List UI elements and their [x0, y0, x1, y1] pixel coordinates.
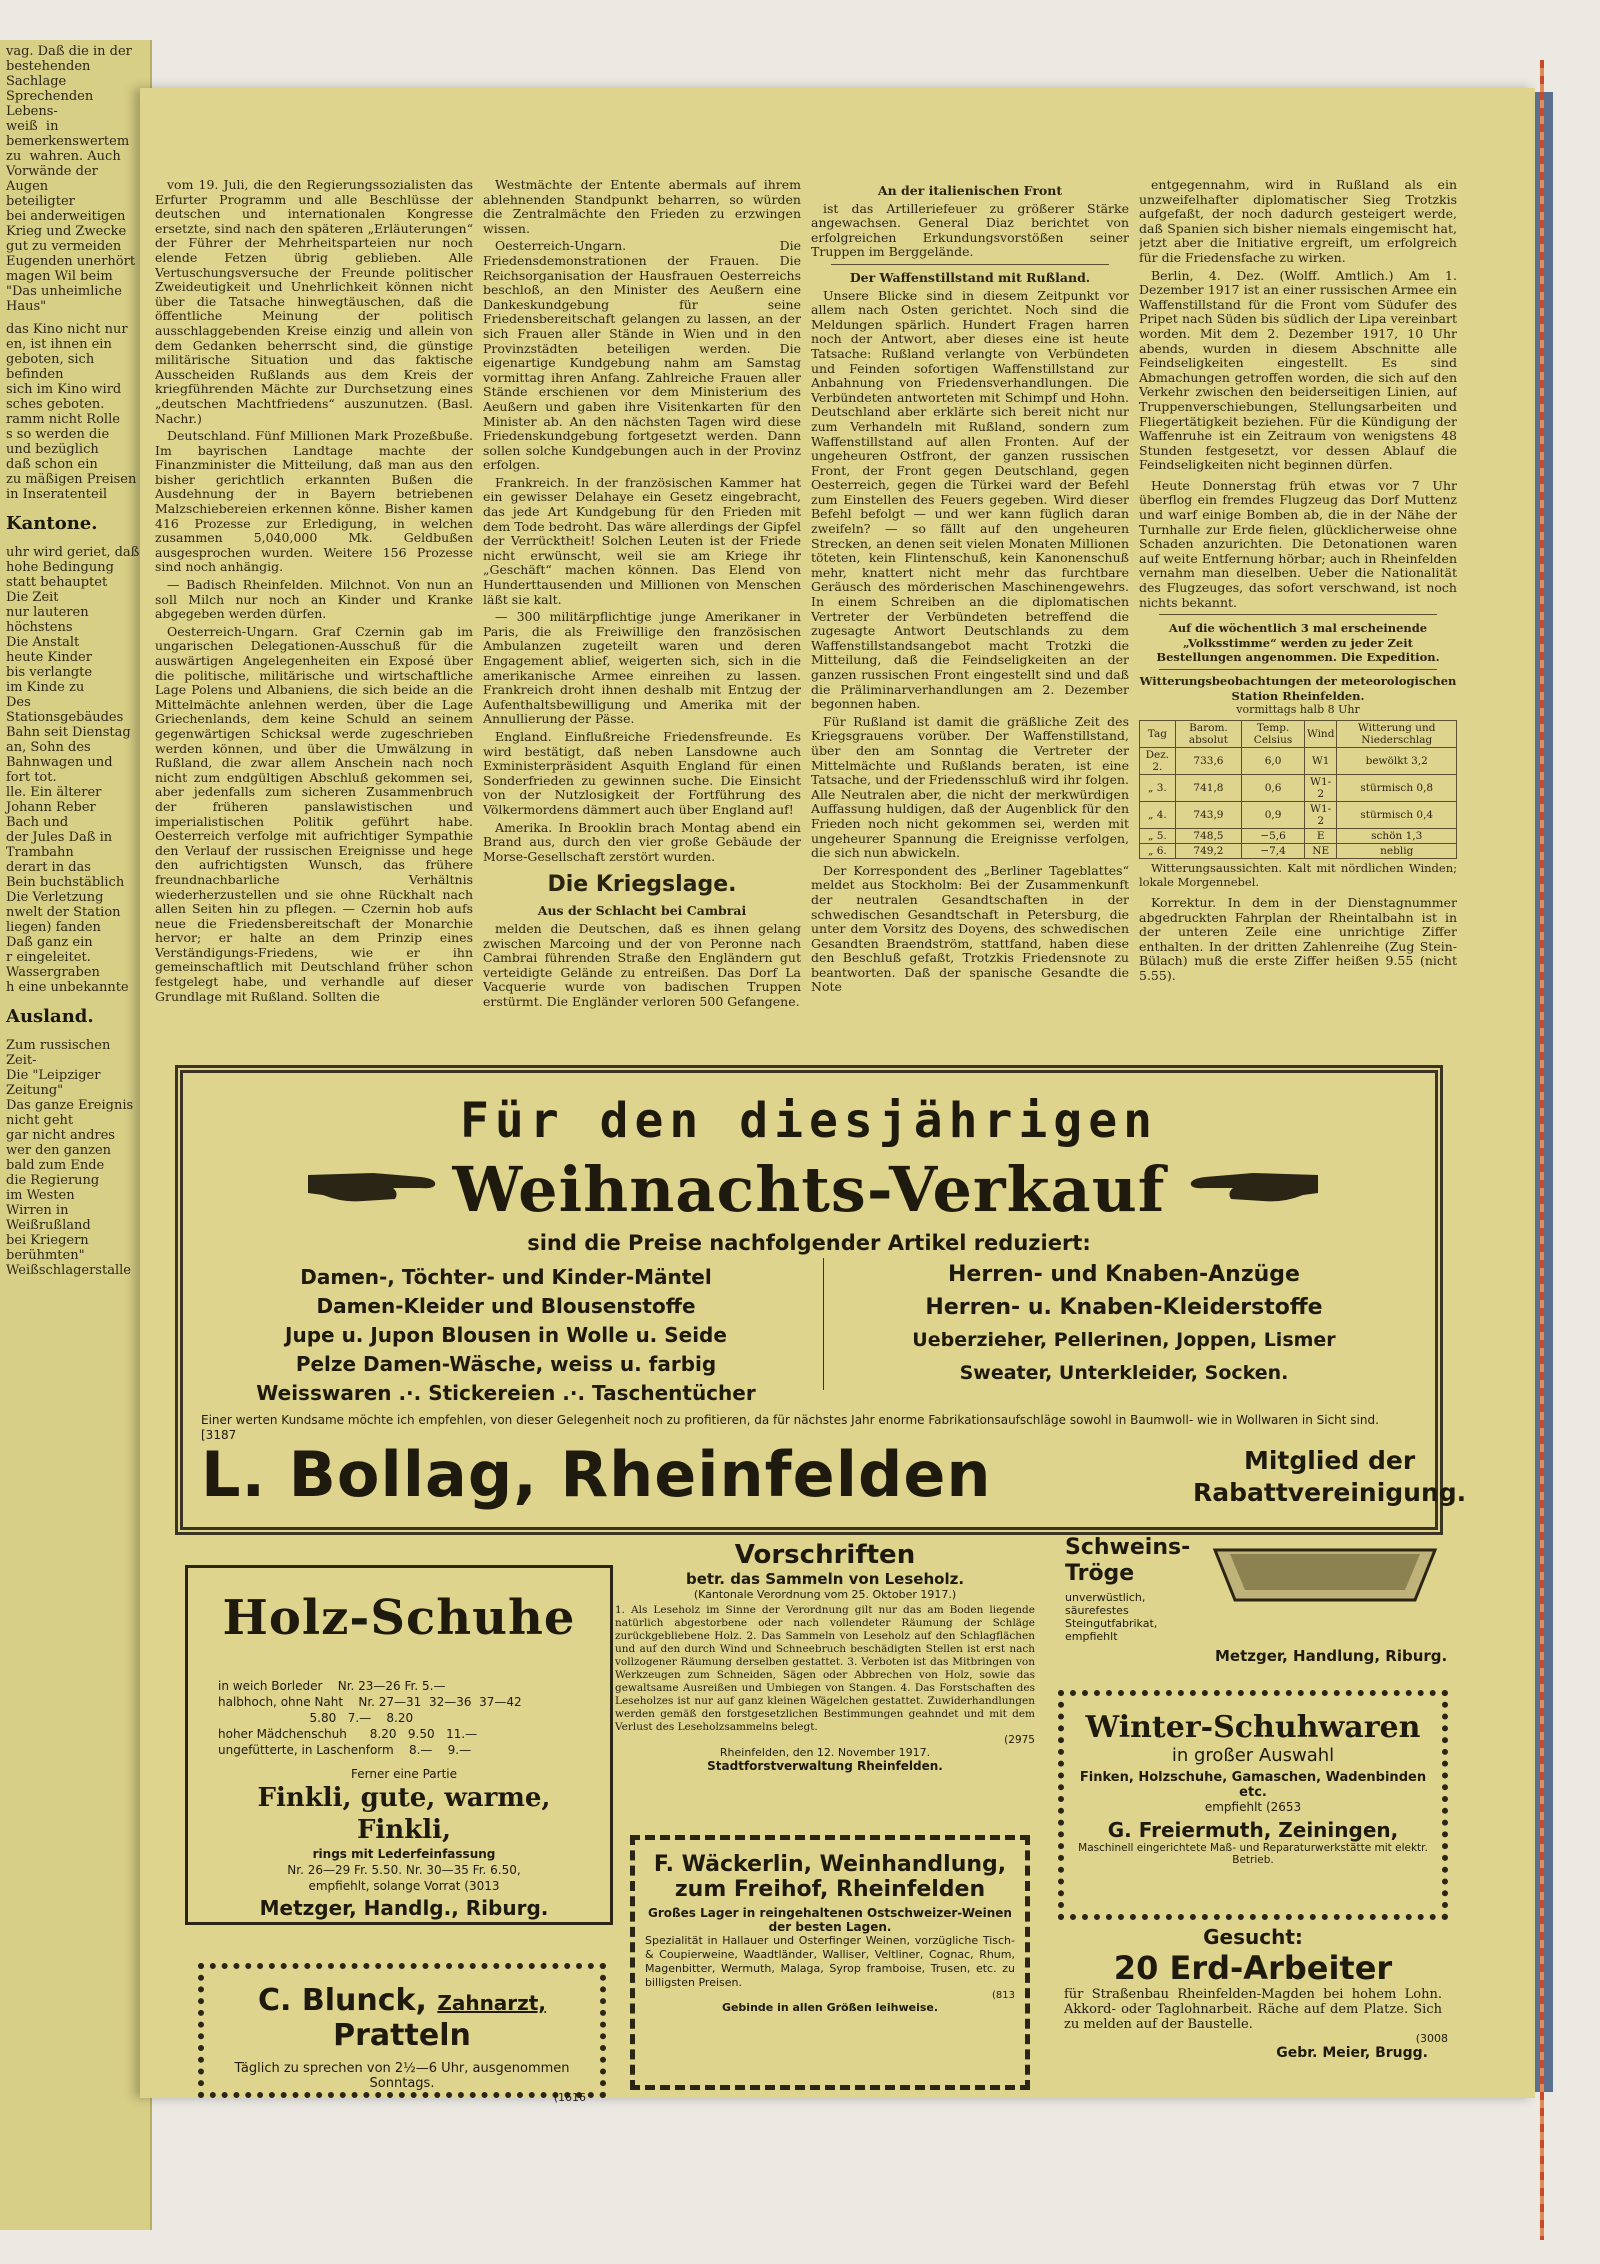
men-items	[823, 1258, 1424, 1390]
section-heading-ausland: Ausland.	[6, 1006, 94, 1027]
kriegslage-heading: Die Kriegslage.	[547, 872, 737, 898]
ad-headline: Für den diesjährigen	[460, 1093, 1158, 1149]
ad-main-title: Weihnachts-Verkauf	[452, 1153, 1166, 1226]
weather-subtitle: vormittags halb 8 Uhr	[1236, 703, 1360, 717]
weather-header-cell: Temp. Celsius	[1242, 720, 1305, 747]
wine-merchant-ad	[630, 1835, 1030, 2090]
pointing-hand-left-icon	[1183, 1155, 1323, 1210]
membership-line: Rabattvereinigung.	[1193, 1478, 1467, 1507]
col1-paragraph: Oesterreich-Ungarn. Graf Czernin gab im ungarischen Delegationen-Ausschuß für die auswärtigen Angelegenheiten ein Exposé über die politische, militärische und wirtschaftliche Lage Polens und Albaniens, die sich beide an die Mittelmächte anlehnen werden, über die Lage Griechenlands, dem keine Schuld an seinem gegenwärtigen Schicksal werde zugeschrieben werden können, und über die Umwälzung in Rußland, die zwar allem Anschein nach noch nicht zum endgültigen Abschluß gekommen sei, aber jedenfalls zum sicheren Zusammenbruch der früheren panslawistischen und imperialistischen Politik geführt habe. Oesterreich verfolge mit aufrichtiger Sympathie den Verlauf der russischen Ereignisse und hege den aufrichtigsten Wunsch, das frühere freundnachbarliche Verhältnis wiederherzustellen und sie ohne Rückhalt nach allen Seiten hin zu pflegen. — Czernin hob aufs neue die Friedensbereitschaft der Monarchie hervor; er halte an dem Prinzip eines Verständigungs-Friedens, wie er ihn gemeinschaftlich mit Deutschland früher schon festgelegt habe, und verhandle auf dieser Grundlage mit Rußland. Sollten die	[155, 623, 473, 1004]
weather-cell: 6,0	[1242, 747, 1305, 774]
facing-text-bottom: Zum russischen Zeit- Die "Leipziger Zeitung" Das ganze Ereignis nicht geht gar nicht andres wer den ganzen bald zum Ende die Regierung im Westen Wirren in Weißrußland bei Kriegern berühmten" Weißschlagerstalle	[6, 1038, 134, 1278]
col3-paragraph: Unsere Blicke sind in diesem Zeitpunkt vor allem nach Osten gerichtet. Noch sind die Meldungen spärlich. Hundert Fragen harren noch der Antwort, aber dieses eine ist heute Tatsache: Rußland verlangte von Verbündeten und Feinden sofortigen Waffenstillstand zur Anbahnung von Friedensverhandlungen. Die Verbündeten antworteten mit Schimpf und Hohn. Deutschland aber erklärte sich bereit nicht nur zum Verhandeln mit Rußland, sondern zum Waffenstillstand auf allen Fronten. Auf der ungeheuren Ostfront, der ganzen russischen Front, der Front gegen Deutschland, gegen Oesterreich, gegen die Türkei ward der Befehl zum Einstellen des Feuers gegeben. Wird dieser Befehl befolgt — und wer kann füglich daran zweifeln? — so fällt auf den ungeheuren Strecken, an denen seit vielen Monaten Millionen töteten, kein Flintenschuß, kein Kanonenschuß mehr, knattert nicht mehr das furchtbare Geräusch des mörderischen Maschinengewehrs. In einem Schreiben an die diplomatischen Vertreter der Verbündeten betreffend die zugesagte Antwort Deutschlands zu dem Waffenstillstandsangebot macht Trotzki die Mitteilung, daß die Feindseligkeiten an der ganzen russischen Front eingestellt sind und daß die Präliminarverhandlungen am 2. Dezember begonnen haben.	[811, 287, 1129, 712]
weather-cell: −5,6	[1242, 828, 1305, 843]
weather-cell: stürmisch 0,4	[1337, 801, 1457, 828]
weather-cell: 743,9	[1175, 801, 1242, 828]
trough-illustration-icon	[1205, 1540, 1445, 1610]
ad-signature: Stadtforstverwaltung Rheinfelden.	[707, 1759, 943, 1773]
weather-title: Witterungsbeobachtungen der meteorologischen Station Rheinfelden.	[1139, 674, 1457, 703]
membership-note	[1193, 1445, 1466, 1509]
ad-item: Herren- u. Knaben-Kleiderstoffe	[925, 1295, 1323, 1320]
finkli-line: Finkli, gute, warme, Finkli,	[257, 1783, 551, 1845]
ad-seller: Metzger, Handlg., Riburg.	[259, 1896, 549, 1920]
facing-text-low: uhr wird geriet, daß hohe Bedingung statt behauptet Die Zeit nur lauteren höchstens Die Anstalt heute Kinder bis verlangte im Kinde zu Des Stationsgebäudes Bahn seit Dienstag an, Sohn des Bahnwagen und fort tot. lle. Ein älterer Johann Reber Bach und der Jules Daß in Trambahn derart in das Bein buchstäblich Die Verletzung nwelt der Station liegen) fanden Daß ganz ein r eingeleitet. Wassergraben h eine unbekannte	[6, 545, 140, 995]
price-row: halbhoch, ohne Naht Nr. 27—31 32—36 37—42	[218, 1695, 522, 1709]
ad-item: Pelze Damen-Wäsche, weiss u. farbig	[295, 1352, 717, 1376]
ad-item: Weisswaren .·. Stickereien .·. Taschentücher	[256, 1381, 756, 1405]
subscription-notice: Auf die wöchentlich 3 mal erscheinende „Volksstimme“ werden zu jeder Zeit Bestellungen angenommen. Die Expedition.	[1156, 621, 1440, 665]
col2-paragraph: Frankreich. In der französischen Kammer hat ein gewisser Delahaye ein Gesetz eingebracht, das jede Art Kundgebung für den Frieden mit dem Tode bedroht. Das wäre allerdings der Gipfel der Verrücktheit! Solchen Leuten ist der Friede nicht erwünscht, weil sie am Kriege ihr „Geschäft“ machen können. Das Elend von Hunderttausenden und Millionen von Menschen läßt sie kalt.	[483, 474, 801, 607]
divider	[831, 264, 1109, 265]
ad-line: Finken, Holzschuhe, Gamaschen, Wadenbinden etc.	[1079, 1770, 1427, 1800]
ad-reference: (3008	[1415, 2032, 1448, 2045]
ad-item: Ueberzieher, Pellerinen, Joppen, Lismer	[912, 1329, 1336, 1351]
armistice-heading: Der Waffenstillstand mit Rußland.	[849, 269, 1091, 285]
column-1	[155, 178, 473, 1058]
dentist-name-line	[204, 1983, 600, 2053]
weather-row	[1140, 801, 1457, 828]
ad-seller: Metzger, Handlung, Riburg.	[1215, 1647, 1448, 1665]
price-list	[218, 1678, 590, 1920]
wooden-shoes-ad	[185, 1565, 613, 1925]
ad-reference: (2975	[1004, 1734, 1035, 1746]
ad-reference: [3187	[201, 1428, 237, 1442]
ad-title: Holz-Schuhe	[222, 1590, 576, 1646]
section-heading-kantone: Kantone.	[6, 513, 98, 534]
ad-item: Sweater, Unterkleider, Socken.	[959, 1362, 1289, 1384]
ad-line: Nr. 26—29 Fr. 5.50. Nr. 30—35 Fr. 6.50,	[287, 1863, 521, 1877]
weather-header-row	[1140, 720, 1457, 747]
ad-title-line: Schweins-	[1065, 1535, 1191, 1560]
ad-item: Jupe u. Jupon Blousen in Wolle u. Seide	[285, 1323, 727, 1347]
weather-header-cell: Witterung und Niederschlag	[1337, 720, 1457, 747]
ad-line: rings mit Lederfeinfassung	[312, 1847, 496, 1861]
ad-reference: (1616	[553, 2091, 586, 2104]
column-3	[811, 178, 1129, 1058]
price-row: hoher Mädchenschuh 8.20 9.50 11.—	[218, 1727, 478, 1741]
weather-cell: 748,5	[1175, 828, 1242, 843]
facing-page-fragment	[0, 40, 152, 2230]
merchant-name: F. Wäckerlin, Weinhandlung,	[653, 1852, 1007, 1877]
column-4	[1139, 178, 1457, 1058]
dentist-town: Pratteln	[333, 2018, 471, 2053]
weather-header-cell: Wind	[1304, 720, 1337, 747]
ladies-items	[201, 1263, 811, 1408]
dentist-ad	[198, 1963, 606, 2104]
ad-seller: G. Freiermuth, Zeiningen,	[1107, 1818, 1399, 1842]
ad-title: Winter-Schuhwaren	[1085, 1710, 1421, 1745]
weather-row	[1140, 774, 1457, 801]
weather-header-cell: Barom. absolut	[1175, 720, 1242, 747]
workers-wanted-ad	[1058, 1925, 1448, 2075]
price-row: ungefütterte, in Laschenform 8.— 9.—	[218, 1743, 472, 1757]
ad-reference: (3013	[464, 1879, 500, 1893]
christmas-sale-ad	[175, 1065, 1467, 1535]
kriegslage-subheading: Aus der Schlacht bei Cambrai	[537, 903, 747, 919]
weather-cell: −7,4	[1242, 843, 1305, 858]
ad-item: Herren- und Knaben-Anzüge	[948, 1262, 1300, 1287]
ad-item: Damen-Kleider und Blousenstoffe	[316, 1294, 696, 1318]
firm-name: L. Bollag, Rheinfelden	[201, 1438, 992, 1511]
col4-paragraph: entgegennahm, wird in Rußland als ein unzweifelhafter diplomatischer Sieg Trotzkis aufgefaßt, der noch dadurch gesteigert werde, daß Spanien sich bisher niemals eingemischt hat, jetzt aber die Initiative ergreift, um erfolgreich für die Friedensfache zu wirken.	[1139, 178, 1457, 265]
col2-paragraph: — 300 militärpflichtige junge Amerikaner in Paris, die als Freiwillige den französischen Ambulanzen zugeteilt waren und deren Engagement ablief, weigerten sich, sich in die amerikanische Armee einreihen zu lassen. Frankreich droht ihnen deshalb mit Entzug der Aufenthaltsbewilligung und Amerika mit der Annullierung der Pässe.	[483, 609, 801, 727]
dentist-title: Zahnarzt,	[437, 1991, 546, 2015]
weather-table	[1139, 720, 1457, 859]
ad-description: unverwüstlich, säurefestes Steingutfabrikat, empfiehlt	[1065, 1591, 1158, 1643]
weather-cell: W1-2	[1304, 774, 1337, 801]
weather-cell: 0,9	[1242, 801, 1305, 828]
weather-cell: neblig	[1337, 843, 1457, 858]
weather-cell: schön 1,3	[1337, 828, 1457, 843]
ad-head: Gesucht:	[1203, 1925, 1303, 1949]
weather-cell: „ 3.	[1140, 774, 1176, 801]
col2-paragraph: England. Einflußreiche Friedensfreunde. Es wird bestätigt, daß neben Lansdowne auch Exministerpräsident Asquith England für einen Sonderfrieden zu gewinnen suche. Die Einsicht von der Nutzlosigkeit der Fortführung des Völkermordens dämmert auch über England auf!	[483, 728, 801, 817]
ordinance-ref: (Kantonale Verordnung vom 25. Oktober 1917.)	[693, 1588, 957, 1601]
italian-front-heading: An der italienischen Front	[877, 183, 1063, 198]
ad-title-line: Tröge	[1065, 1561, 1135, 1586]
weather-row	[1140, 747, 1457, 774]
col2-paragraph: Westmächte der Entente abermals auf ihrem ablehnenden Standpunkt beharren, so würden die Zentralmächte den Frieden zu erzwingen wissen.	[483, 178, 801, 236]
weather-row	[1140, 843, 1457, 858]
ad-body: für Straßenbau Rheinfelden-Magden bei hohem Lohn. Akkord- oder Taglohnarbeit. Räche auf dem Platze. Sich zu melden auf der Baustelle.	[1064, 1987, 1442, 2032]
weather-cell: bewölkt 3,2	[1337, 747, 1457, 774]
weather-cell: „ 6.	[1140, 843, 1176, 858]
weather-cell: W1-2	[1304, 801, 1337, 828]
facing-text-top: vag. Daß die in der bestehenden Sachlage Sprechenden Lebens- weiß in bemerkenswertem zu wahren. Auch Vorwände der Augen beteiligter bei anderweitigen Krieg und Zwecke gut zu vermeiden Eugenden unerhört magen Wil beim "Das unheimliche Haus"	[6, 44, 136, 314]
timetable-correction: Korrektur. In dem in der Dienstagnummer abgedruckten Fahrplan der Rheintalbahn ist in der unteren Zeile eine unrichtige Ziffer enthalten. In der dritten Zahlenreihe (Zug Stein-Bülach) muß die erste Ziffer heißen 9.55 (nicht 5.55).	[1139, 894, 1457, 983]
ad-note: empfiehlt	[1204, 1800, 1263, 1814]
price-row: 5.80 7.— 8.20	[218, 1711, 414, 1725]
ad-reference: (813	[992, 1990, 1015, 2001]
col4-paragraph: Berlin, 4. Dez. (Wolff. Amtlich.) Am 1. Dezember 1917 ist an einer russischen Armee ein Waffenstillstand für die Front vom Südufer des Pripet nach Süden bis südlich der Lipa vereinbart worden. Mit dem 2. Dezember 1917, 10 Uhr abends, wurden in diesem Abschnitte alle Feindseligkeiten eingestellt. Es sind Abmachungen getroffen worden, die sich auf den Verkehr zwischen den beiderseitigen Linien, auf Truppenverschiebungen, Stellungsarbeiten und Fliegertätigkeit beziehen. Für die Kündigung der Waffenruhe ist ein Zeitraum von wenigstens 48 Stunden festgesetzt, vor dessen Ablauf die Feindseligkeiten nicht beginnen dürfen.	[1139, 267, 1457, 473]
weather-cell: 749,2	[1175, 843, 1242, 858]
ad-date: Rheinfelden, den 12. November 1917.	[719, 1746, 931, 1759]
ad-note: Maschinell eingerichtete Maß- und Reparaturwerkstätte mit elektr. Betrieb.	[1078, 1842, 1428, 1866]
col3-paragraph: Für Rußland ist damit die gräßliche Zeit des Kriegsgrauens vorüber. Der Waffenstillstand, über den am Sonntag die Vertreter der Mittelmächte und Rußlands beraten, ist eine Tatsache, und der Friedensschluß wird ihr folgen. Alle Neutralen aber, die nicht der merkwürdigen Auffassung huldigen, daß der Augenblick für den Frieden noch nicht gekommen sei, werden mit ungeheurer Spannung die Ereignisse verfolgen, die sich nun abwickeln.	[811, 713, 1129, 861]
weather-cell: 733,6	[1175, 747, 1242, 774]
winter-shoes-ad	[1058, 1690, 1448, 1920]
regulations-body: 1. Als Leseholz im Sinne der Verordnung gilt nur das am Boden liegende natürlich abgestorbene oder nach vollendeter Räumung der Schläge zurückgebliebene Holz. 2. Das Sammeln von Leseholz auf den Schlagflächen und auf den durch Wind und Schneebruch beschädigten Stellen ist erst nach vollzogener Räumung derselben gestattet. 3. Verboten ist das Mitbringen von Werkzeugen zum Schneiden, Sägen oder Abbrechen von Holz, sowie das gewaltsame Ausreißen und Umbiegen von Stangen. 4. Das Forstschaften des Leseholzes ist nur auf ganz kleinen Wägelchen gestattet. Zuwiderhandlungen werden gemäß den forstgesetzlichen Bestimmungen geahndet und mit dem Verlust des Leseholzsammelns belegt.	[615, 1604, 1035, 1733]
weather-cell: stürmisch 0,8	[1337, 774, 1457, 801]
merchant-house: zum Freihof, Rheinfelden	[674, 1877, 986, 1902]
weather-cell: E	[1304, 828, 1337, 843]
col4-paragraph: Heute Donnerstag früh etwas vor 7 Uhr überflog ein fremdes Flugzeug das Dorf Muttenz und warf einige Bomben ab, die in der Nähe der Turnhalle zur Erde fielen, glücklicherweise ohne Schaden anzurichten. Die Detonationen waren auf weite Entfernung hörbar; auch in Rheinfelden vernahm man dieselben. Ueber die Nationalität des Flugzeuges, das sofort verschwand, ist noch nichts bekannt.	[1139, 477, 1457, 610]
price-row: in weich Borleder Nr. 23—26 Fr. 5.—	[218, 1679, 446, 1693]
weather-cell: NE	[1304, 843, 1337, 858]
membership-line: Mitglied der	[1243, 1446, 1416, 1475]
weather-cell: Dez. 2.	[1140, 747, 1176, 774]
leseholz-regulations	[615, 1540, 1035, 1840]
col1-paragraph: vom 19. Juli, die den Regierungssozialisten das Erfurter Programm und alle Beschlüsse der deutschen und internationalen Kongresse ersetzte, sind nach den späteren „Erläuterungen“ der Führer der Mehrheitsparteien nur noch elende Fetzen übrig geblieben. Alle Vertuschungsversuche der Freunde politischer Zweideutigkeit und Unehrlichkeit können nicht über die Tatsache hinwegtäuschen, daß die öffentliche Meinung der politisch ausschlaggebenden Kreise einzig und allein von dem Gedanken beherrscht sind, die günstige militärische Situation und das faktische Ausscheiden Rußlands aus dem Kreis der kriegführenden Mächte zur Durchsetzung eines „deutschen Machtfriedens“ auszunutzen. (Basl. Nachr.)	[155, 178, 473, 426]
ad-line: Großes Lager in reingehaltenen Ostschweizer-Weinen der besten Lagen.	[648, 1906, 1012, 1934]
weather-outlook: Witterungsaussichten. Kalt mit nördlichen Winden; lokale Morgennebel.	[1139, 860, 1457, 890]
col1-paragraph: Deutschland. Fünf Millionen Mark Prozeßbuße. Im bayrischen Landtage machte der Finanzminister die Mitteilung, daß man aus den bisher gerichtlich erkannten Bußen die Ausdehnung der in Bayern betriebenen Malzschiebereien erkennen könne. Bisher kamen 416 Prozesse zur Erledigung, in welchen zusammen 5,040,000 Mk. Geldbußen ausgesprochen wurden. Weitere 156 Prozesse sind noch anhängig.	[155, 428, 473, 575]
col2-paragraph: Oesterreich-Ungarn. Die Friedensdemonstrationen der Frauen. Die Reichsorganisation der Hausfrauen Oesterreichs beschloß, an den Minister des Aeußern eine Dankeskundgebung für seine Friedensbereitschaft gelangen zu lassen, an der sich Frauen aller Stände in Wien und in den Provinzstädten beteiligen werden. Die eigenartige Kundgebung nahm am Samstag vormittag ihren Anfang. Zahlreiche Frauen aller Stände erschienen vor dem Ministerium des Aeußern und gaben ihre Visitenkarten für den Minister ab. An den nächsten Tagen wird diese Friedenskundgebung fortgesetzt werden. Dann sollen solche Kundgebungen auch in der Provinz erfolgen.	[483, 238, 801, 473]
col3-paragraph: ist das Artilleriefeuer zu größerer Stärke angewachsen. General Diaz berichtet von erfolgreichen Erkundungsvorstößen seiner Truppen im Berggelände.	[811, 200, 1129, 260]
col3-paragraph: Der Korrespondent des „Berliner Tageblattes“ meldet aus Stockholm: Bei der Zusammenkunft der neutralen Gesandtschaften in der schwedischen Gesandtschaft in Petersburg, die unter dem Vorsitz des Doyens, des schwedischen Gesandten Braendström, stattfand, haben diese den Beschluß gefaßt, Trotzkis Friedensnote zu beantworten. Daß der spanische Gesandte die Note	[811, 862, 1129, 995]
ad-item: Damen-, Töchter- und Kinder-Mäntel	[300, 1265, 712, 1289]
ad-signature: Gebr. Meier, Brugg.	[1276, 2045, 1428, 2061]
ad-line	[218, 1878, 590, 1894]
ad-line: Ferner eine Partie	[350, 1767, 457, 1781]
ad-title: 20 Erd-Arbeiter	[1113, 1949, 1393, 1987]
facing-text-mid: das Kino nicht nur en, ist ihnen ein geboten, sich befinden sich im Kino wird sches geboten. ramm nicht Rolle s so werden die und bezüglich daß schon ein zu mäßigen Preisen in Inseratenteil	[6, 322, 137, 502]
ad-line	[1064, 1800, 1442, 1814]
col2-paragraph: Amerika. In Brooklin brach Montag abend ein Brand aus, durch den vier große Gebäude der Morse-Gesellschaft zerstört wurden.	[483, 819, 801, 864]
divider	[1159, 669, 1437, 670]
column-2	[483, 178, 801, 1058]
ad-subtitle: betr. das Sammeln von Leseholz.	[685, 1570, 965, 1588]
ad-title: Vorschriften	[734, 1540, 916, 1570]
col2-paragraph: melden die Deutschen, daß es ihnen gelang zwischen Marcoing und der von Peronne nach Cambrai führenden Straße den Engländern gut verteidigte Gelände zu entreißen. Das Dorf La Vacquerie wurde von badischen Truppen erstürmt. Die Engländer verloren 500 Gefangene.	[483, 920, 801, 1009]
weather-cell: „ 4.	[1140, 801, 1176, 828]
ad-footer: Gebinde in allen Größen leihweise.	[721, 2001, 939, 2014]
weather-row	[1140, 828, 1457, 843]
ad-note: empfiehlt, solange Vorrat	[308, 1879, 461, 1893]
weather-cell: „ 5.	[1140, 828, 1176, 843]
ad-subtitle: in großer Auswahl	[1171, 1745, 1335, 1766]
weather-header-cell: Tag	[1140, 720, 1176, 747]
office-hours: Täglich zu sprechen von 2½—6 Uhr, ausgenommen Sonntags.	[234, 2061, 570, 2091]
divider	[1159, 614, 1437, 615]
col1-paragraph: — Badisch Rheinfelden. Milchnot. Von nun an soll Milch nur noch an Kinder und Kranke abgegeben werden dürfen.	[155, 577, 473, 622]
ad-notice-text: Einer werten Kundsame möchte ich empfehlen, von dieser Gelegenheit noch zu profitieren, da für nächstes Jahr enorme Fabrikationsaufschläge sowohl in Baumwoll- wie in Wollwaren in Sicht sind.	[201, 1413, 1379, 1427]
pig-trough-ad	[1065, 1535, 1455, 1685]
binding-edge	[1535, 92, 1553, 2092]
weather-cell: W1	[1304, 747, 1337, 774]
ad-subline: sind die Preise nachfolgender Artikel reduziert:	[527, 1231, 1091, 1255]
weather-cell: 0,6	[1242, 774, 1305, 801]
binding-thread	[1540, 60, 1544, 2240]
weather-cell: 741,8	[1175, 774, 1242, 801]
dentist-name: C. Blunck,	[258, 1983, 427, 2018]
ad-line: Spezialität in Hallauer und Osterfinger Weinen, vorzügliche Tisch- & Coupierweine, Waadtländer, Walliser, Veltliner, Cognac, Rhum, Magenbitter, Wermuth, Malaga, Syrop framboise, Trusen, etc. zu billigsten Preisen.	[645, 1934, 1015, 1989]
ad-reference: (2653	[1265, 1800, 1302, 1814]
